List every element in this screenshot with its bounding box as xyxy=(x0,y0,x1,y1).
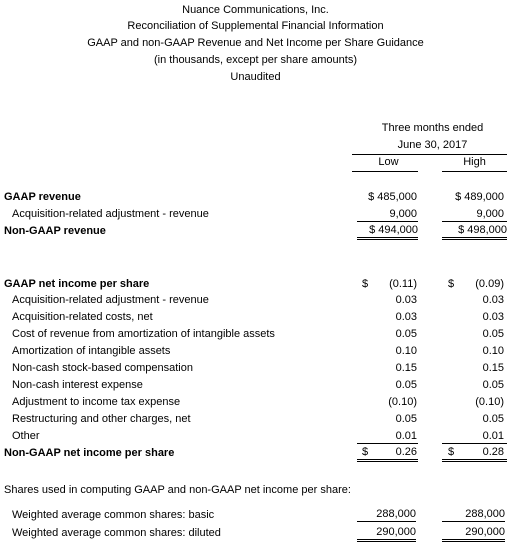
eps-item-high: 0.05 xyxy=(482,328,504,340)
company-name: Nuance Communications, Inc. xyxy=(182,4,329,16)
eps-item-low: 0.03 xyxy=(395,294,417,306)
diluted-shares-label: Weighted average common shares: diluted xyxy=(12,527,221,539)
eps-item-label: Acquisition-related adjustment - revenue xyxy=(12,294,209,306)
diluted-shares-low: 290,000 xyxy=(357,525,416,542)
gaap-eps-low-currency: $ xyxy=(362,278,369,290)
revenue-adjustment-high: 9,000 xyxy=(476,208,504,220)
eps-subtotal-rule-low xyxy=(357,443,418,444)
nongaap-revenue-low: $ 494,000 xyxy=(357,223,418,240)
nongaap-eps-high: 0.28 xyxy=(482,446,504,458)
eps-item-high: 0.03 xyxy=(482,311,504,323)
gaap-revenue-label: GAAP revenue xyxy=(4,191,81,203)
eps-item-high: 0.10 xyxy=(482,345,504,357)
eps-item-low: 0.05 xyxy=(395,379,417,391)
gaap-eps-high-currency: $ xyxy=(448,278,455,290)
report-subtitle: GAAP and non-GAAP Revenue and Net Income per Share Guidance xyxy=(87,37,424,49)
gaap-eps-low: (0.11) xyxy=(389,278,417,290)
period-label: Three months ended xyxy=(381,122,484,134)
revenue-subtotal-rule-low xyxy=(357,221,418,222)
eps-item-low: 0.05 xyxy=(395,328,417,340)
gaap-revenue-high: $ 489,000 xyxy=(455,191,504,203)
eps-item-label: Acquisition-related costs, net xyxy=(12,311,153,323)
eps-item-label: Non-cash interest expense xyxy=(12,379,143,391)
gaap-eps-label: GAAP net income per share xyxy=(4,278,150,290)
eps-item-label: Restructuring and other charges, net xyxy=(12,413,191,425)
eps-item-label: Cost of revenue from amortization of intangible assets xyxy=(12,328,275,340)
eps-item-low: 0.01 xyxy=(395,430,417,442)
nongaap-eps-low-currency: $ xyxy=(362,446,369,458)
basic-shares-label: Weighted average common shares: basic xyxy=(12,509,215,521)
eps-subtotal-rule-high xyxy=(442,443,507,444)
eps-item-low: (0.10) xyxy=(388,396,417,408)
eps-item-label: Amortization of intangible assets xyxy=(12,345,171,357)
report-title: Reconciliation of Supplemental Financial Information xyxy=(127,20,384,32)
eps-item-high: (0.10) xyxy=(475,396,504,408)
nongaap-eps-high-currency: $ xyxy=(448,446,455,458)
column-low: Low xyxy=(378,156,399,168)
nongaap-revenue-high: $ 498,000 xyxy=(442,223,507,240)
gaap-revenue-low: $ 485,000 xyxy=(368,191,417,203)
revenue-adjustment-label: Acquisition-related adjustment - revenue xyxy=(12,208,209,220)
nongaap-eps-low-cell xyxy=(357,445,418,462)
eps-item-label: Other xyxy=(12,430,40,442)
nongaap-revenue-label: Non-GAAP revenue xyxy=(4,225,106,237)
eps-item-high: 0.05 xyxy=(482,413,504,425)
high-header-underline xyxy=(442,171,507,172)
eps-item-low: 0.03 xyxy=(395,311,417,323)
eps-item-low: 0.15 xyxy=(395,362,417,374)
diluted-shares-high: 290,000 xyxy=(442,525,505,542)
eps-item-label: Non-cash stock-based compensation xyxy=(12,362,193,374)
eps-item-high: 0.05 xyxy=(482,379,504,391)
nongaap-eps-label: Non-GAAP net income per share xyxy=(4,447,175,459)
low-header-underline xyxy=(352,171,418,172)
eps-item-high: 0.15 xyxy=(482,362,504,374)
eps-item-high: 0.01 xyxy=(482,430,504,442)
eps-item-high: 0.03 xyxy=(482,294,504,306)
period-date: June 30, 2017 xyxy=(397,139,468,151)
nongaap-eps-low: 0.26 xyxy=(395,446,417,458)
revenue-subtotal-rule-high xyxy=(442,221,507,222)
units-note: (in thousands, except per share amounts) xyxy=(153,54,357,66)
revenue-adjustment-low: 9,000 xyxy=(389,208,417,220)
nongaap-eps-high-cell xyxy=(442,445,507,462)
eps-item-low: 0.10 xyxy=(395,345,417,357)
unaudited-note: Unaudited xyxy=(230,71,281,83)
basic-shares-low: 288,000 xyxy=(357,507,416,522)
eps-item-label: Adjustment to income tax expense xyxy=(12,396,181,408)
column-high: High xyxy=(463,156,486,168)
basic-shares-high: 288,000 xyxy=(442,507,505,522)
eps-item-low: 0.05 xyxy=(395,413,417,425)
shares-intro: Shares used in computing GAAP and non-GAAP net income per share: xyxy=(4,484,351,496)
gaap-eps-high: (0.09) xyxy=(475,278,504,290)
